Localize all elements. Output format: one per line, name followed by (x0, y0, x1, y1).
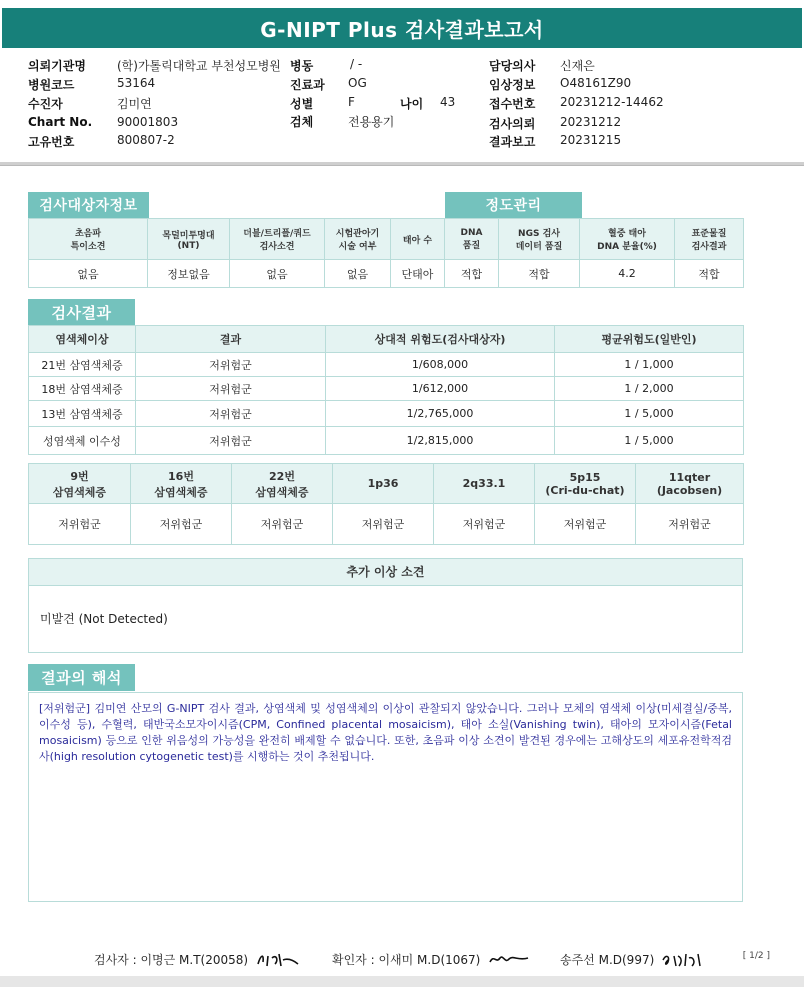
val-2q33: 저위험군 (434, 504, 535, 545)
subject-info-table (28, 218, 744, 288)
row-result: 저위험군 (136, 427, 326, 455)
examiner-text: 검사자 : 이명근 M.T(20058) (94, 953, 249, 967)
receipt-label: 접수번호 (489, 97, 536, 111)
col-trisomy-22: 22번 삼염색체증 (232, 464, 333, 504)
row-average-risk: 1 / 5,000 (555, 427, 744, 455)
patient-value: 김미연 (117, 97, 152, 111)
ward-label: 병동 (290, 59, 314, 73)
row-relative-risk: 1/608,000 (326, 353, 555, 377)
dept-label: 진료과 (290, 78, 325, 92)
val-trisomy-9: 저위험군 (29, 504, 131, 545)
quality-control-tag: 정도관리 (445, 192, 582, 218)
request-value: 20231212 (560, 115, 622, 129)
val-ultrasound: 없음 (29, 260, 148, 288)
receipt-value: 20231212-14462 (560, 95, 664, 109)
row-name: 성염색체 이수성 (29, 427, 136, 455)
val-reference: 적합 (675, 260, 744, 288)
clinical-label: 임상정보 (489, 78, 536, 92)
col-trisomy-9: 9번 삼염색체증 (29, 464, 131, 504)
row-average-risk: 1 / 5,000 (555, 401, 744, 427)
col-5p15: 5p15 (Cri-du-chat) (535, 464, 636, 504)
table-row (29, 401, 744, 427)
subject-info-tag: 검사대상자정보 (28, 192, 149, 218)
examiner-signature-icon (255, 948, 303, 970)
report-date-value: 20231215 (560, 133, 622, 147)
val-trisomy-16: 저위험군 (131, 504, 232, 545)
col-ngs-quality: NGS 검사 데이터 품질 (499, 219, 580, 260)
extra-value-row (29, 504, 744, 545)
confirmer-signature-icon (488, 948, 530, 970)
col-nt: 목덜미투명대 (NT) (148, 219, 230, 260)
col-ultrasound: 초음파 특이소견 (29, 219, 148, 260)
row-relative-risk: 1/2,765,000 (326, 401, 555, 427)
col-dna-quality: DNA 품질 (445, 219, 499, 260)
val-fetus-count: 단태아 (391, 260, 445, 288)
age-value: 43 (440, 95, 456, 109)
request-label: 검사의뢰 (489, 117, 536, 131)
col-result: 결과 (136, 326, 326, 353)
report-title: G-NIPT Plus 검사결과보고서 (2, 8, 802, 48)
row-name: 13번 삼염색체증 (29, 401, 136, 427)
interpretation-text: [저위험군] 김미연 산모의 G-NIPT 검사 결과, 상염색체 및 성염색체의 이상이 관찰되지 않았습니다. 그러나 모체의 염색체 이상(미세결실/중복, 이수성 등), 수혈력, 태반국소모자이시즘(CPM, Confined placental mosaicism), 태아 소실(Vanishing twin), 태아의 모자이시즘(Fetal mosaicism) 등으로 인한 위음성의 가능성을 완전히 배제할 수 없습니다. 또한, 초음파 이상 소견이 발견된 경우에는 고해상도의 세포유전학적검사(high resolution cytogenetic test)를 시행하는 것이 추천됩니다. (28, 692, 743, 902)
col-relative-risk: 상대적 위험도(검사대상자) (326, 326, 555, 353)
specimen-label: 검체 (290, 115, 314, 129)
chart-value: 90001803 (117, 115, 179, 129)
col-screening: 더블/트리플/쿼드 검사소견 (230, 219, 325, 260)
patient-label: 수진자 (28, 97, 63, 111)
unique-label: 고유번호 (28, 135, 75, 149)
table-row (29, 377, 744, 401)
results-tag: 검사결과 (28, 299, 135, 325)
confirmer-text: 확인자 : 이새미 M.D(1067) (332, 953, 481, 967)
row-name: 21번 삼염색체증 (29, 353, 136, 377)
sex-value: F (348, 95, 355, 109)
table-row (29, 427, 744, 455)
doctor-value: 신재은 (560, 59, 595, 73)
row-average-risk: 1 / 2,000 (555, 377, 744, 401)
val-ngs-quality: 적합 (499, 260, 580, 288)
unique-value: 800807-2 (117, 133, 175, 147)
row-result: 저위험군 (136, 401, 326, 427)
val-fetal-fraction: 4.2 (580, 260, 675, 288)
report-date-label: 결과보고 (489, 135, 536, 149)
extra-header-row (29, 464, 744, 504)
doctor-label: 담당의사 (489, 59, 536, 73)
val-ivf: 없음 (325, 260, 391, 288)
third-signer-text: 송주선 M.D(997) (560, 953, 655, 967)
subject-header-row (29, 219, 744, 260)
row-name: 18번 삼염색체증 (29, 377, 136, 401)
extra-results-table (28, 463, 744, 545)
col-2q33: 2q33.1 (434, 464, 535, 504)
chart-label: Chart No. (28, 115, 93, 129)
col-trisomy-16: 16번 삼염색체증 (131, 464, 232, 504)
col-ivf: 시험관아기 시술 여부 (325, 219, 391, 260)
page-number: [ 1/2 ] (742, 951, 770, 961)
hospital-code-value: 53164 (117, 76, 156, 90)
row-result: 저위험군 (136, 377, 326, 401)
signature-footer (0, 948, 804, 974)
specimen-value: 전용용기 (348, 115, 395, 129)
row-result: 저위험군 (136, 353, 326, 377)
patient-info (0, 55, 804, 155)
col-average-risk: 평균위험도(일반인) (555, 326, 744, 353)
additional-findings-text: 미발견 (Not Detected) (40, 612, 168, 626)
header-divider (0, 162, 804, 166)
additional-findings-box (28, 558, 743, 653)
col-reference: 표준물질 검사결과 (675, 219, 744, 260)
val-screening: 없음 (230, 260, 325, 288)
val-11qter: 저위험군 (636, 504, 744, 545)
val-nt: 정보없음 (148, 260, 230, 288)
additional-findings-heading: 추가 이상 소견 (29, 559, 742, 586)
age-label: 나이 (400, 97, 424, 111)
col-fetus-count: 태아 수 (391, 219, 445, 260)
row-relative-risk: 1/612,000 (326, 377, 555, 401)
val-dna-quality: 적합 (445, 260, 499, 288)
bottom-bar (0, 976, 804, 987)
col-abnormality: 염색체이상 (29, 326, 136, 353)
ward-value: / - (350, 57, 363, 71)
subject-value-row (29, 260, 744, 288)
institution-value: (학)가톨릭대학교 부천성모병원 (117, 59, 281, 73)
row-average-risk: 1 / 1,000 (555, 353, 744, 377)
sex-label: 성별 (290, 97, 314, 111)
results-header-row (29, 326, 744, 353)
val-5p15: 저위험군 (535, 504, 636, 545)
results-table (28, 325, 744, 455)
val-trisomy-22: 저위험군 (232, 504, 333, 545)
hospital-code-label: 병원코드 (28, 78, 75, 92)
clinical-value: O48161Z90 (560, 76, 632, 90)
col-1p36: 1p36 (333, 464, 434, 504)
col-fetal-fraction: 혈중 태아 DNA 분율(%) (580, 219, 675, 260)
table-row (29, 353, 744, 377)
row-relative-risk: 1/2,815,000 (326, 427, 555, 455)
dept-value: OG (348, 76, 367, 90)
third-signature-icon (660, 948, 706, 970)
val-1p36: 저위험군 (333, 504, 434, 545)
institution-label: 의뢰기관명 (28, 59, 86, 73)
col-11qter: 11qter (Jacobsen) (636, 464, 744, 504)
interpretation-tag: 결과의 해석 (28, 664, 135, 691)
